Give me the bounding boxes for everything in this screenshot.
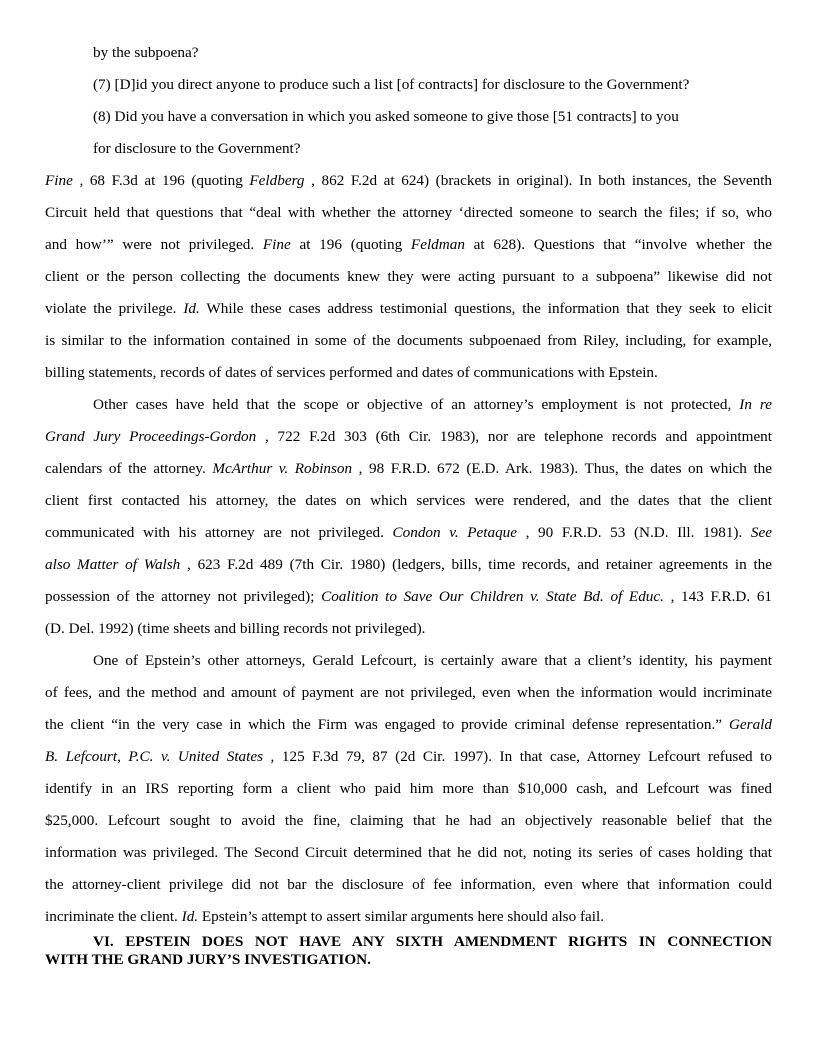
quote-line: for disclosure to the Government? (93, 140, 301, 157)
paragraph-line: One of Epstein’s other attorneys, Gerald Lefcourt, is certainly aware that a client’s identity, his payment (93, 652, 772, 669)
paragraph-line: Fine , 68 F.3d at 196 (quoting Feldberg , 862 F.2d at 624) (brackets in original). In both instances, the Seventh (45, 172, 772, 189)
quote-line: (8) Did you have a conversation in which you asked someone to give those [51 contracts] to you (93, 108, 679, 125)
quote-line: by the subpoena? (93, 44, 199, 61)
paragraph-line: the attorney-client privilege did not bar the disclosure of fee information, even where that information could (45, 876, 772, 893)
section-heading-continued: WITH THE GRAND JURY’S INVESTIGATION. (45, 951, 371, 968)
paragraph-line: the client “in the very case in which the Firm was engaged to provide criminal defense representation.” Gerald (45, 716, 772, 733)
paragraph-line: identify in an IRS reporting form a client who paid him more than $10,000 cash, and Lefcourt was fined (45, 780, 772, 797)
paragraph-line: B. Lefcourt, P.C. v. United States , 125 F.3d 79, 87 (2d Cir. 1997). In that case, Attorney Lefcourt refused to (45, 748, 772, 765)
paragraph-line: violate the privilege. Id. While these cases address testimonial questions, the information that they seek to elicit (45, 300, 772, 317)
paragraph-line: calendars of the attorney. McArthur v. Robinson , 98 F.R.D. 672 (E.D. Ark. 1983). Thus, the dates on which the (45, 460, 773, 477)
paragraph-line: possession of the attorney not privileged); Coalition to Save Our Children v. State Bd. of Educ. , 143 F.R.D. 61 (45, 588, 773, 605)
paragraph-line: and how’” were not privileged. Fine at 196 (quoting Feldman at 628). Questions that “involve whether the (45, 236, 773, 253)
paragraph-line: also Matter of Walsh , 623 F.2d 489 (7th Cir. 1980) (ledgers, bills, time records, and retainer agreements in the (45, 556, 772, 573)
paragraph-line: billing statements, records of dates of services performed and dates of communications with Epstein. (45, 364, 658, 381)
paragraph-line: information was privileged. The Second Circuit determined that he did not, noting its series of cases holding that (45, 844, 772, 861)
quote-line: (7) [D]id you direct anyone to produce such a list [of contracts] for disclosure to the Government? (93, 76, 690, 93)
paragraph-line: communicated with his attorney are not privileged. Condon v. Petaque , 90 F.R.D. 53 (N.D. Ill. 1981). See (45, 524, 772, 541)
paragraph-line: $25,000. Lefcourt sought to avoid the fine, claiming that he had an objectively reasonable belief that the (45, 812, 772, 829)
paragraph-line: Circuit held that questions that “deal with whether the attorney ‘directed someone to search the files; if so, who (45, 204, 772, 221)
section-heading: VI. EPSTEIN DOES NOT HAVE ANY SIXTH AMENDMENT RIGHTS IN CONNECTION (93, 933, 772, 950)
paragraph-line: of fees, and the method and amount of payment are not privileged, even when the information would incriminate (45, 684, 772, 701)
paragraph-line: Grand Jury Proceedings-Gordon , 722 F.2d 303 (6th Cir. 1983), nor are telephone records and appointment (45, 428, 772, 445)
paragraph-line: is similar to the information contained in some of the documents subpoenaed from Riley, including, for example, (45, 332, 772, 349)
paragraph-line: incriminate the client. Id. Epstein’s attempt to assert similar arguments here should also fail. (45, 908, 604, 925)
paragraph-line: Other cases have held that the scope or objective of an attorney’s employment is not protected, In re (93, 396, 773, 413)
paragraph-line: client or the person collecting the documents knew they were acting pursuant to a subpoena” likewise did not (45, 268, 772, 285)
paragraph-line: (D. Del. 1992) (time sheets and billing records not privileged). (45, 620, 426, 637)
paragraph-line: client first contacted his attorney, the dates on which services were rendered, and the dates that the client (45, 492, 772, 509)
